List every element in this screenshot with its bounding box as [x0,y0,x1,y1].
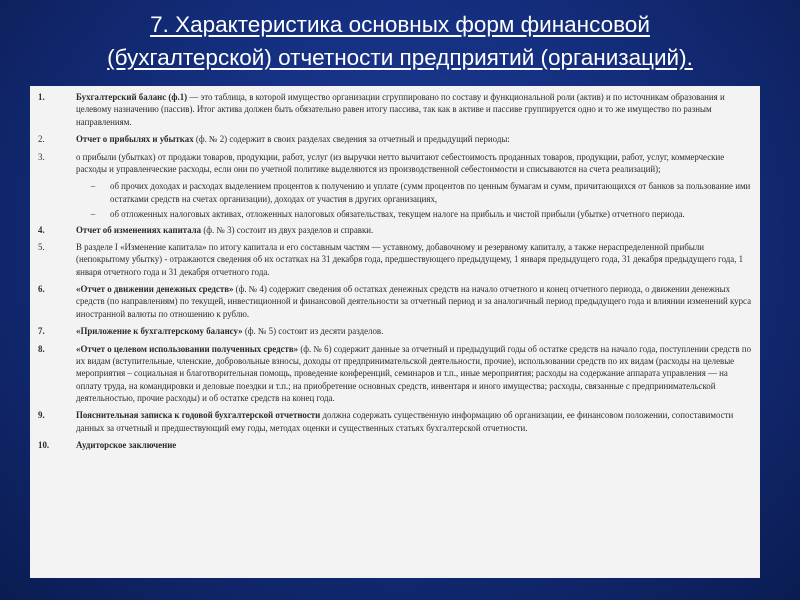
item-title: Отчет об изменениях капитала [76,224,202,235]
item-body: (ф. № 3) состоит из двух разделов и справки. [201,224,374,235]
list-item [38,91,752,128]
list-item [38,151,752,176]
item-number: 5. [38,242,45,253]
item-title: «Приложение к бухгалтерскому балансу» [76,326,243,337]
item-number: 1. [38,92,45,102]
slide-title [20,8,780,74]
list-item [38,343,752,404]
item-number: 7. [38,326,45,337]
item-text [76,283,752,320]
sub-item-text: об прочих доходах и расходах выделением процентов к получению и уплате (сумм процентов по ценным бумагам и сумм, причитающихся от банков за пользование ими остатками средств на счетах организации), доходах от участия в других организациях, [110,181,751,204]
item-text [76,439,752,451]
numbered-list [38,91,752,451]
item-title: Аудиторское заключение [76,440,177,451]
item-body: (ф. № 6) содержит данные за отчетный и предыдущий годы об остатке средств на начало года, поступлении средств по их видам (вступительные, членские, добровольные взносы, доходы от предпринимательской деятельности, прочие), использовании средств по их видам (расходы на целевые мероприятия – социальная и благотворительная помощь, проведение конференций, семинаров и т.п., иные мероприятия; расходы на содержание аппарата управления — на оплату труда, на командировки и деловые поездки и т.п.; на приобретение основных средств, инвентаря и иного имущества; расходы, связанные с предпринимательской деятельностью, прочие расходы) и об остатке средств на конец года. [76,343,752,403]
item-body: — это таблица, в которой имущество организации сгруппировано по составу и функциональной роли (актив) и по источникам образования и целевому назначению (пассив). Итог актива должен быть обязательно равен итогу пассива, так как в активе и пассиве группируется одно и то же имущество по разным направлениям. [76,92,725,127]
item-number: 8. [38,343,45,354]
sub-list-item [76,180,752,205]
item-text [76,325,752,337]
list-item [38,409,752,434]
item-title: Отчет о прибылях и убытках [76,134,194,145]
dash-bullet: – [90,209,96,220]
item-text [76,224,752,236]
item-title: «Отчет о целевом использовании полученных средств» [76,343,299,354]
item-number: 3. [38,151,45,162]
item-text [76,133,752,145]
item-number: 9. [38,410,45,421]
item-number: 10. [38,440,50,451]
item-body: (ф. № 2) содержит в своих разделах сведения за отчетный и предыдущий периоды: [193,134,510,145]
item-text [76,343,752,404]
dash-bullet: – [90,181,96,192]
title-line-2: (бухгалтерской) отчетности предприятий (организаций). [107,45,693,70]
list-item [38,439,752,451]
item-body: о прибыли (убытках) от продажи товаров, продукции, работ, услуг (из выручки нетто вычитают себестоимость проданных товаров, продукции, работ, услуг, коммерческие расходы и управленческие расходы, если они по учетной политике выделяются из производственной себестоимости и списываются на счета реализаций); [76,151,725,174]
item-number: 2. [38,134,45,145]
list-item [38,241,752,278]
list-item [38,325,752,337]
item-text [76,409,752,434]
list-item [38,224,752,236]
list-item [38,133,752,145]
item-number: 6. [38,284,45,295]
item-body: В разделе I «Изменение капитала» по итогу капитала и его составным частям — уставному, добавочному и резервному капиталу, а также нераспределенной прибыли (непокрытому убытку) - отражаются сведения об их остатках на 31 декабря года, предшествующего предыдущему, 1 января предыдущего года, 31 декабря предыдущего года, 1 января отчетного года и 31 декабря отчетного года. [76,242,744,277]
item-body: должна содержать существенную информацию об организации, ее финансовом положении, сопоставимости данных за отчетный и предшествующий ему годы, методах оценки и существенных статьях бухгалтерской отчетности. [76,410,734,433]
item-text [76,91,752,128]
item-body: (ф. № 5) состоит из десяти разделов. [242,326,384,337]
item-body: (ф. № 4) содержит сведения об остатках денежных средств на начало отчетного и конец отчетного периода, о движении денежных средств (по направлениям) по текущей, инвестиционной и финансовой деятельности за отчетный период и за аналогичный период предыдущего года и влиянии изменений курса иностранной валюты по отношению к рублю. [76,284,752,319]
list-item [38,283,752,320]
sub-list-item [76,208,752,220]
item-title: Пояснительная записка к годовой бухгалтерской отчетности [76,410,321,421]
item-title: Бухгалтерский баланс (ф.1) [76,92,188,102]
sub-item-text: об отложенных налоговых активах, отложенных налоговых обязательствах, текущем налоге на прибыль и чистой прибыли (убытке) отчетного периода. [110,209,685,220]
item-number: 4. [38,224,45,235]
title-line-1: 7. Характеристика основных форм финансовой [150,12,650,37]
item-text [76,241,752,278]
content-panel [30,86,760,578]
item-title: «Отчет о движении денежных средств» [76,284,234,295]
item-text [76,151,752,176]
